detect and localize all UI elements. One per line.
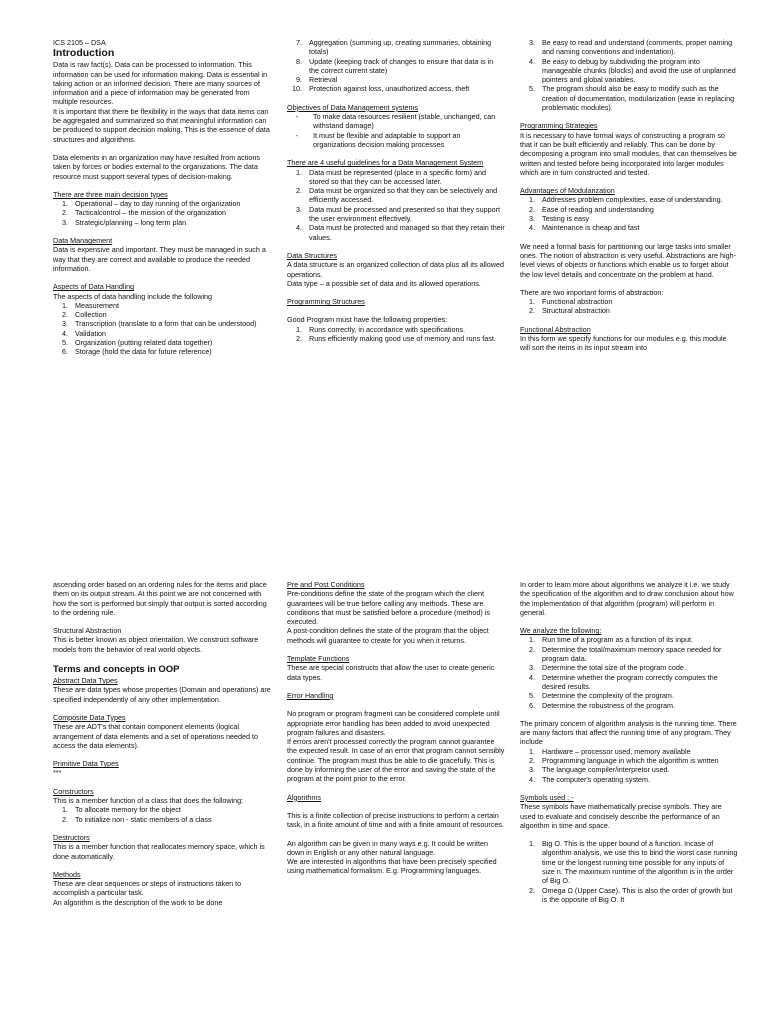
list-item: - To make data resources resilient (stable, unchanged, can withstand damage) xyxy=(295,112,496,131)
guidelines-heading: There are 4 useful guidelines for a Data Management System xyxy=(287,158,484,168)
bottom-column-2 xyxy=(287,580,505,876)
abstraction-forms-list xyxy=(520,297,738,316)
running-time-text: The primary concern of algorithm analysis is the running time. There are many factors that affect the running time of any program. They include xyxy=(520,718,737,747)
list-item: 5. Organization (putting related data together) xyxy=(62,338,213,348)
analyze-list xyxy=(520,635,738,709)
methods-heading: Methods xyxy=(53,869,81,879)
bottom-column-1 xyxy=(53,580,271,907)
constructors-list xyxy=(53,805,271,824)
modularization-heading: Advantages of Modularization xyxy=(520,186,615,196)
adt-heading: Abstract Data Types xyxy=(53,676,118,686)
list-item: 5. Determine the complexity of the program. xyxy=(529,691,674,701)
intro-paragraph-2: It is important that there be flexibility in the ways that data items can be aggregated and summarized so that meaningful information can be produced to support decision making. This is the essence of data structures and algorithms. xyxy=(53,106,270,144)
symbols-list xyxy=(520,839,738,904)
primitive-heading: Primitive Data Types xyxy=(53,759,119,769)
list-item: 9. Retrieval xyxy=(296,75,338,85)
strategies-text: It is necessary to have formal ways of constructing a program so that it can be built efficiently and reliably. This can be done by decomposing a program into small modules, that can themselves be written and tested before being incorporated into larger modules which are in turn constructed and tested. xyxy=(520,130,737,177)
list-item: 3. Data must be processed and presented so that they support the user environment effectively. xyxy=(296,204,500,224)
list-item: 2. Data must be organized so that they can be selectively and efficiently accessed. xyxy=(296,186,498,205)
pre-conditions-text: Pre-conditions define the state of the program which the client guarantees will be true before calling any methods. These are conditions that must be satisfied before a procedure (method) is executed. xyxy=(287,589,490,627)
list-item: 1. To allocate memory for the object xyxy=(62,805,181,815)
list-item: 2. Collection xyxy=(62,310,107,320)
list-item: 3. Strategic/planning – long term plan xyxy=(62,217,187,227)
list-item: 5. The program should also be easy to modify such as the creation of documentation, modularization (ease in replacing problematic modules). xyxy=(529,84,735,113)
list-item: 7. Aggregation (summing up, creating summaries, obtaining totals) xyxy=(296,38,492,57)
algorithms-text-2: An algorithm can be given in many ways e.g. It could be written down in English or any other natural language. xyxy=(287,838,488,857)
error-handling-text-2: If errors aren't processed correctly the program cannot guarantee the expected result. In case of an error that program cannot sensibly continue. The program must thus be able to die gracefully. This is done by informing the user of the error and saving the state of the program at the point prior to the error. xyxy=(287,737,505,784)
list-item: 6. Determine the robustness of the program. xyxy=(529,700,676,710)
functional-abstraction-heading: Functional Abstraction xyxy=(520,324,591,334)
destructors-heading: Destructors xyxy=(53,832,90,842)
good-program-list xyxy=(287,325,505,344)
constructors-text: This is a member function of a class that does the following: xyxy=(53,796,244,806)
list-item: 3. Testing is easy xyxy=(529,214,590,224)
intro-paragraph-3: Data elements in an organization may have resulted from actions taken by forces or bodies external to the organizations. The data resource must support several types of decision-making. xyxy=(53,152,260,181)
data-type-definition: Data type – a possible set of data and its allowed operations. xyxy=(287,278,481,288)
list-item: 3. Transcription (translate to a form that can be understood) xyxy=(62,319,257,329)
data-handling-list xyxy=(53,301,271,357)
list-item: 3. Determine the total size of the program code. xyxy=(529,663,686,673)
data-management-text: Data is expensive and important. They must be managed in such a way that they are correct and available to produce the needed information. xyxy=(53,245,266,273)
oop-title: Terms and concepts in OOP xyxy=(53,664,180,676)
list-item: 4. Determine whether the program correctly computes the desired results. xyxy=(529,672,718,691)
objectives-heading: Objectives of Data Management systems xyxy=(287,102,419,112)
decision-types-heading: There are three main decision types xyxy=(53,189,168,199)
analysis-intro: In order to learn more about algorithms we analyze it i.e. we study the specification of the algorithm and to draw conclusion about how the implementation of that algorithm (program) will perform in general. xyxy=(520,580,734,617)
error-handling-heading: Error Handling xyxy=(287,690,334,700)
list-item: 3. Be easy to read and understand (comments, proper naming and naming conventions and indentation). xyxy=(529,38,733,57)
composite-text: These are ADT's that contain component elements (logical arrangement of data elements and a set of operations needed to access the data elements). xyxy=(53,722,258,750)
list-item: 1. Big O. This is the upper bound of a function. Incase of algorithm analysis, we use this to bind the worst case running time or the longest running time possible for any inputs of size n. The maximum runtime of the algorithm is in the order of Big O. xyxy=(529,839,738,886)
structural-abstraction-text: This is better known as object orientation. We construct software models from the behavior of real world objects. xyxy=(53,635,259,654)
algorithms-text: This is a finite collection of precise instructions to perform a certain task, in a finite amount of time and with a finite amount of resources. xyxy=(287,810,504,830)
list-item: 1. Runs correctly, in accordance with specifications. xyxy=(296,324,466,334)
list-item: 3. The language compiler/interpretor used. xyxy=(529,765,670,775)
list-item: 4. Be easy to debug by subdividing the program into manageable chunks (blocks) and avoid the use of unplanned pointers and global variables. xyxy=(529,56,736,85)
list-item: 2. Tacticalcontrol – the mission of the organization xyxy=(62,208,227,218)
constructors-heading: Constructors xyxy=(53,786,94,796)
list-item: 2. Determine the total/maximum memory space needed for program data. xyxy=(529,644,722,664)
data-management-heading: Data Management xyxy=(53,236,113,246)
functional-abstraction-text: In this form we specify functions for our modules e.g. this module will sort the items in its input stream into xyxy=(520,334,727,353)
list-item: 8. Update (keeping track of changes to ensure that data is in the correct current state) xyxy=(296,56,494,75)
top-column-1 xyxy=(53,38,271,357)
template-functions-heading: Template Functions xyxy=(287,654,350,664)
good-program-intro: Good Program must have the following properties: xyxy=(287,315,448,325)
introduction-title: Introduction xyxy=(53,47,115,60)
data-structures-definition: A data structure is an organized collection of data plus all its allowed operations. xyxy=(287,260,504,279)
list-item: 1. Functional abstraction xyxy=(529,297,613,307)
list-item: 4. Maintenance is cheap and fast xyxy=(529,223,640,233)
pre-post-heading: Pre and Post Conditions xyxy=(287,580,365,589)
methods-text: These are clear sequences or steps of instructions taken to accomplish a particular task. xyxy=(53,879,242,898)
abstraction-text: We need a formal basis for partitioning our large tasks into smaller ones. The notion of abstraction is very useful. Abstractions are high-level views of objects or functions which enable us to forget about the low level details and concentrate on the problem at hand. xyxy=(520,241,737,279)
list-item: 6. Storage (hold the data for future reference) xyxy=(62,347,212,357)
post-conditions-text: A post-condition defines the state of the program that the object methods will guarantee to create for you when it returns. xyxy=(287,626,489,645)
list-item: 1. Measurement xyxy=(62,300,119,310)
list-item: 2. Omega Ω (Upper Case). This is also the order of growth but is the opposite of Big O. It xyxy=(529,885,733,904)
methods-text-2: An algorithm is the description of the work to be done xyxy=(53,897,223,907)
data-handling-heading: Aspects of Data Handling xyxy=(53,282,135,292)
symbols-text: These symbols have mathematically precise symbols. They are used to evaluate and concisely describe the performance of an algorithm in time and space. xyxy=(520,802,722,830)
list-item: 1. Operational – day to day running of the organization xyxy=(62,199,241,209)
running-time-factors-list xyxy=(520,747,738,784)
abstraction-forms-intro: There are two important forms of abstraction: xyxy=(520,287,664,297)
decision-types-list xyxy=(53,199,271,227)
list-item: 10. Protection against loss, unauthorized access, theft xyxy=(292,84,470,94)
functional-abstraction-continued: ascending order based on an ordering rules for the items and place them on its output stream. At this point we are not concerned with how the sort is performed but simply that output is sorted according to the ordering rule. xyxy=(53,580,267,617)
adt-text: These are data types whose properties (Domain and operations) are specified independently of any other implementation. xyxy=(53,685,271,704)
list-item: 1. Data must be represented (place in a specific form) and stored so that they can be accessed later. xyxy=(296,167,486,186)
guidelines-list xyxy=(287,168,505,242)
modularization-list xyxy=(520,195,738,232)
strategies-heading: Programming Strategies xyxy=(520,121,598,131)
structural-abstraction-heading: Structural Abstraction xyxy=(53,626,122,636)
list-item: 2. Ease of reading and understanding xyxy=(529,204,654,214)
top-column-3 xyxy=(520,38,738,353)
data-handling-intro: The aspects of data handling include the following xyxy=(53,291,213,301)
objectives-list xyxy=(287,112,505,149)
analyze-heading: We analyze the following: xyxy=(520,626,602,636)
algorithms-text-3: We are interested in algorithms that have been precisely specified using mathematical formalism. E.g. Programming languages. xyxy=(287,857,497,876)
list-item: 1. Hardware – processor used, memory available xyxy=(529,746,691,756)
list-item: 1. Addresses problem complexities, ease of understanding. xyxy=(529,195,723,205)
course-code: ICS 2105 – DSA xyxy=(53,38,106,47)
list-item: 2. Programming language in which the algorithm is written xyxy=(529,756,719,766)
programming-structures-heading: Programming Structures xyxy=(287,297,365,307)
symbols-heading: Symbols used : - xyxy=(520,792,574,802)
list-item: 4. Data must be protected and managed so that they retain their values. xyxy=(296,223,505,242)
intro-paragraph-1: Data is raw fact(s). Data can be processed to information. This information can be used for information making. Data is essential in taking action or an informed decision. There are many sources of information and a piece of information may be generated from multiple resources. xyxy=(53,60,268,107)
list-item: 2. To initialize non - static members of a class xyxy=(62,814,212,824)
error-handling-text: No program or program fragment can be considered complete until appropriate error handling has been added to avoid unexpected program failures and disasters. xyxy=(287,709,500,737)
template-functions-text: These are special constructs that allow the user to create generic data types. xyxy=(287,663,495,682)
data-structures-heading: Data Structures xyxy=(287,250,337,260)
destructors-text: This is a member function that reallocates memory space, which is done automatically. xyxy=(53,842,265,861)
good-program-list-continued xyxy=(520,38,738,112)
list-item: 4. Validation xyxy=(62,328,107,338)
algorithms-heading: Algorithms xyxy=(287,792,321,802)
list-item: 4. The computer's operating system. xyxy=(529,774,651,784)
composite-heading: Composite Data Types xyxy=(53,712,126,722)
top-column-2 xyxy=(287,38,505,343)
bottom-column-3 xyxy=(520,580,738,904)
primitive-text: *** xyxy=(53,768,62,778)
list-item: 1. Run time of a program as a function of its input. xyxy=(529,635,694,645)
list-item: 2. Structural abstraction xyxy=(529,306,610,316)
list-item: - It must be flexible and adaptable to support an organizations decision making processes xyxy=(295,130,461,149)
list-item: 2. Runs efficiently making good use of memory and runs fast. xyxy=(296,334,496,344)
data-handling-list-continued xyxy=(287,38,505,94)
